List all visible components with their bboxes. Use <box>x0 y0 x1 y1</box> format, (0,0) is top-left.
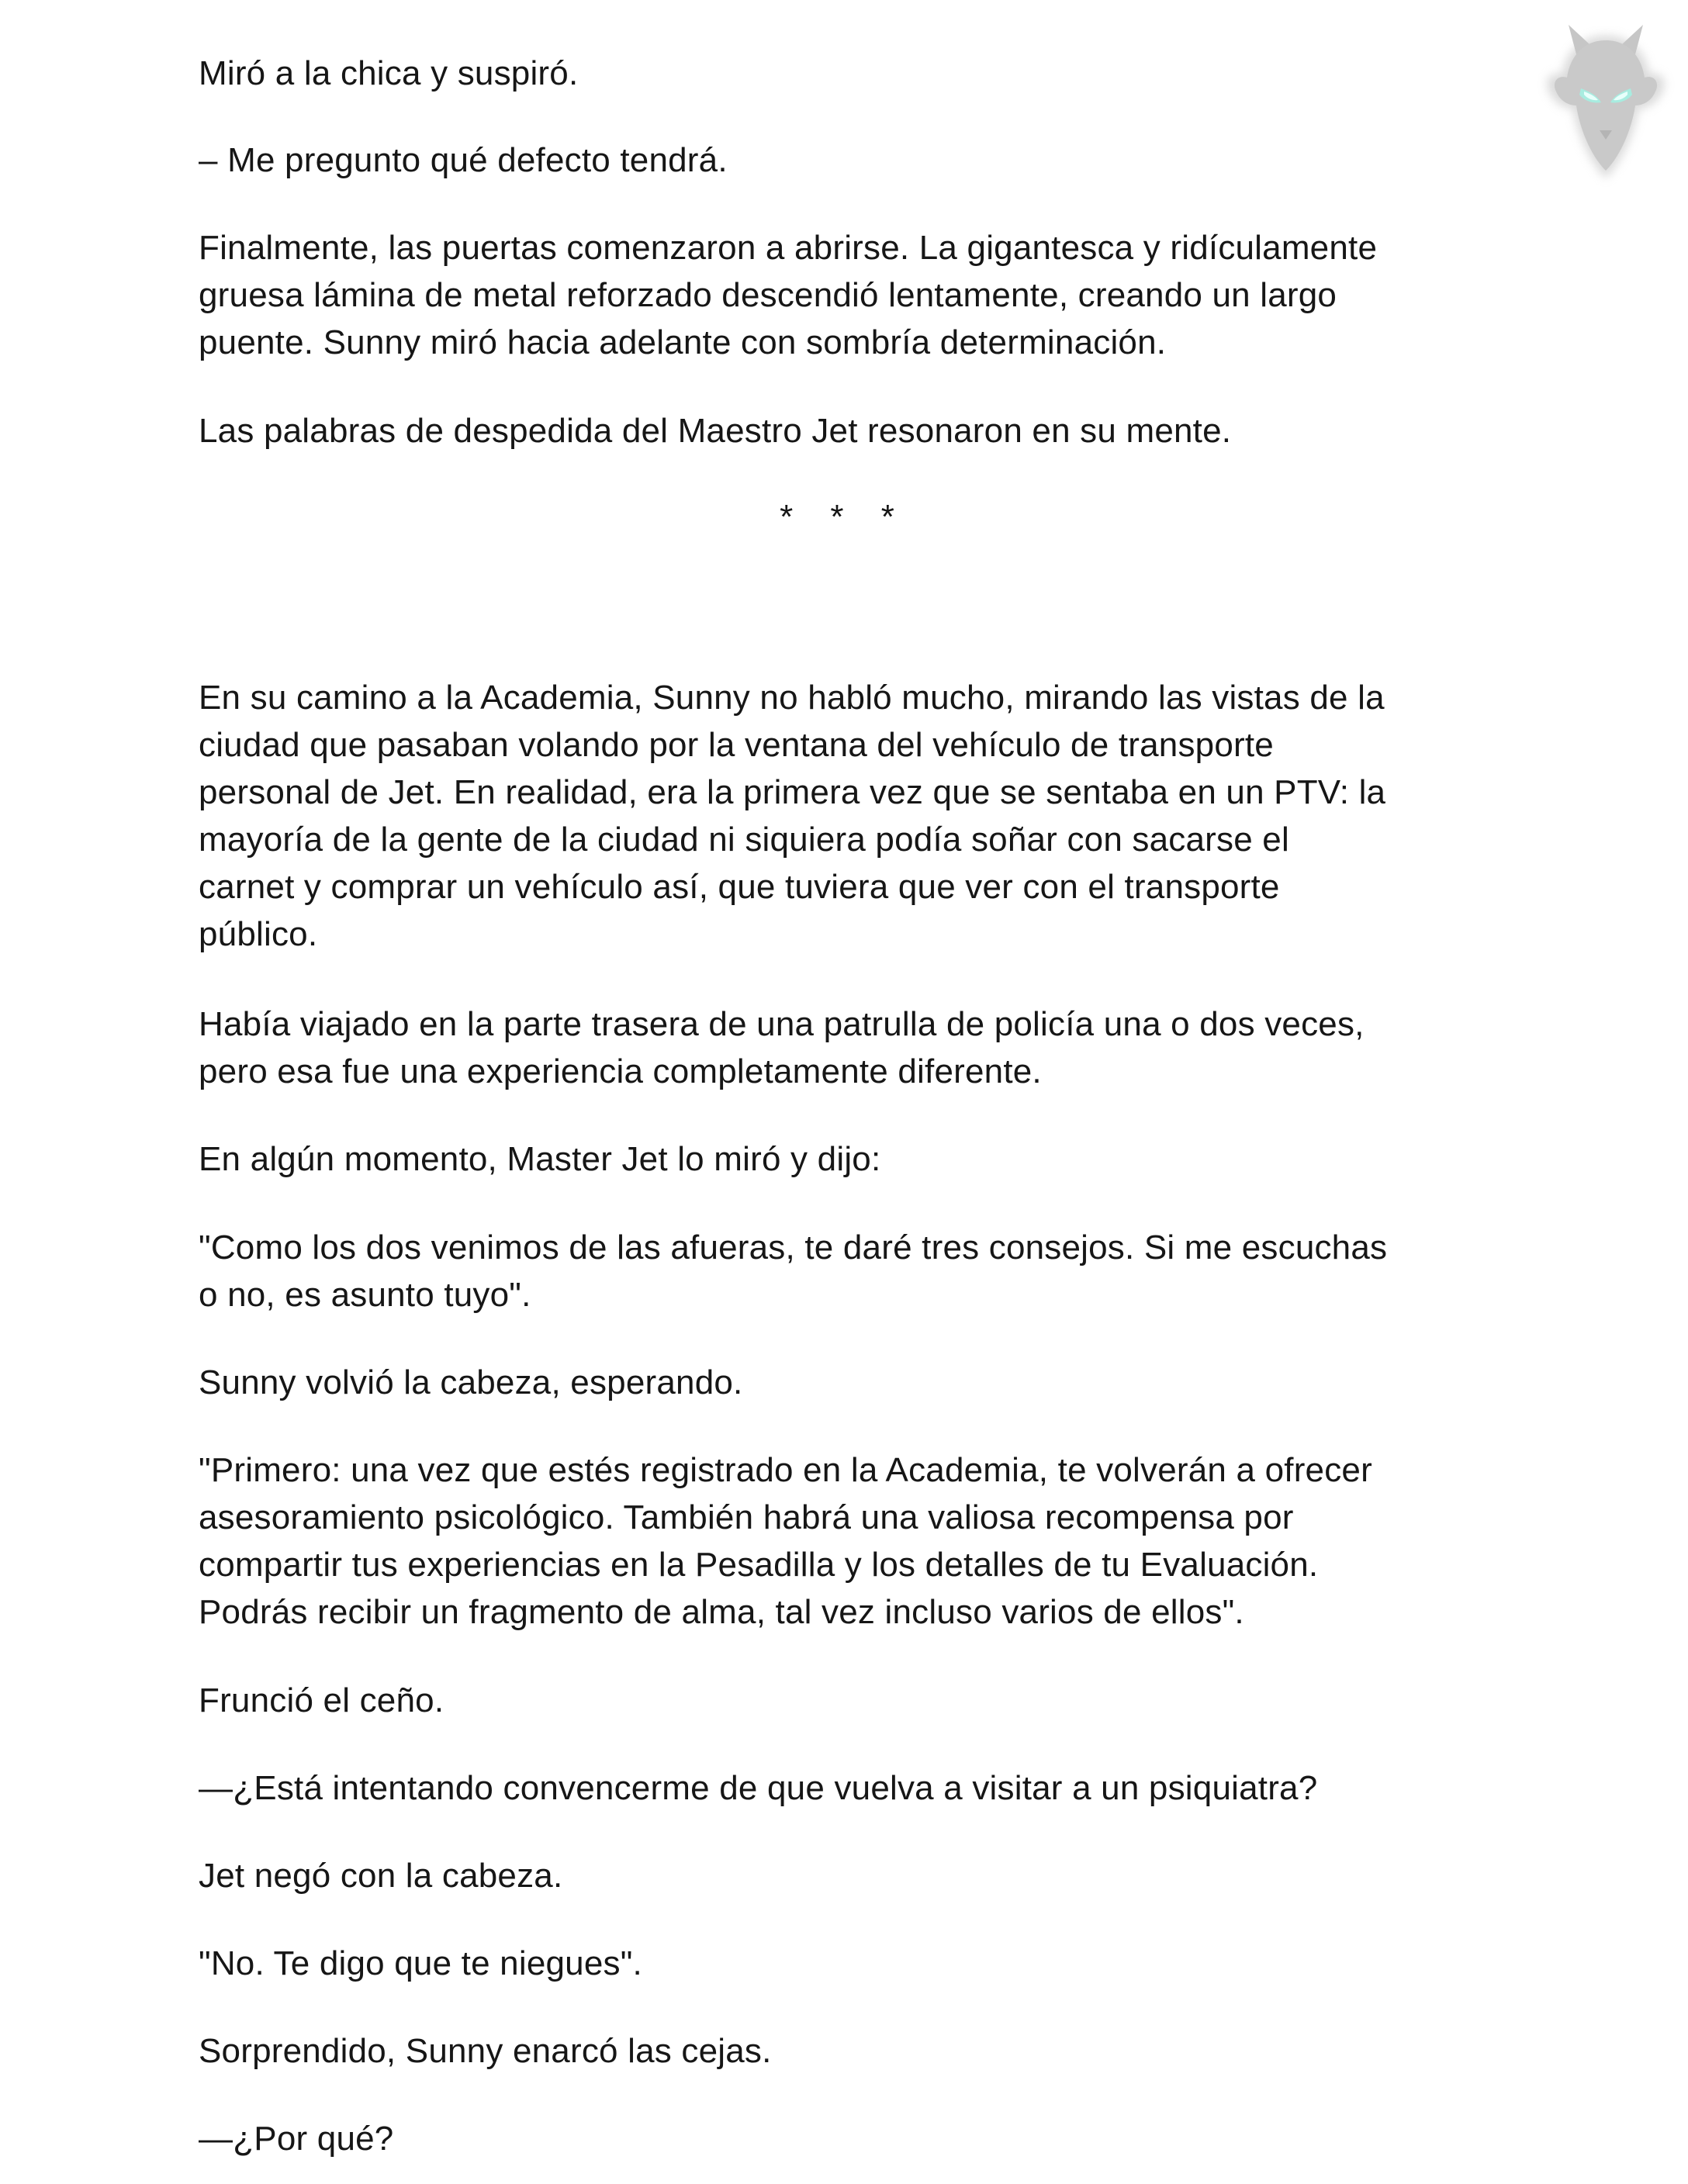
paragraph: Sunny volvió la cabeza, esperando. <box>199 1363 743 1401</box>
paragraph: Frunció el ceño. <box>199 1681 444 1719</box>
paragraph: Las palabras de despedida del Maestro Jet resonaron en su mente. <box>199 412 1232 450</box>
paragraph: En su camino a la Academia, Sunny no habló mucho, mirando las vistas de la ciudad que pasaban volando por la ventana del vehículo de transporte personal de Jet. En realidad, era la primera vez que se sentaba en un PTV: la mayoría de la gente de la ciudad ni siquiera podía soñar con sacarse el carnet y comprar un vehículo así, que tuviera que ver con el transporte público. <box>199 679 1386 953</box>
paragraph: Había viajado en la parte trasera de una patrulla de policía una o dos veces, pero esa fue una experiencia completamente diferente. <box>199 1005 1365 1090</box>
paragraph: "Primero: una vez que estés registrado en la Academia, te volverán a ofrecer asesoramiento psicológico. También habrá una valiosa recompensa por compartir tus experiencias en la Pesadilla y los detalles de tu Evaluación. Podrás recibir un fragmento de alma, tal vez incluso varios de ellos". <box>199 1451 1372 1631</box>
paragraph: – Me pregunto qué defecto tendrá. <box>199 141 728 179</box>
paragraph: "Como los dos venimos de las afueras, te daré tres consejos. Si me escuchas o no, es asunto tuyo". <box>199 1228 1388 1314</box>
paragraph: En algún momento, Master Jet lo miró y dijo: <box>199 1140 881 1178</box>
paragraph: —¿Por qué? <box>199 2120 394 2158</box>
paragraph: Finalmente, las puertas comenzaron a abrirse. La gigantesca y ridículamente gruesa lámina de metal reforzado descendió lentamente, creando un largo puente. Sunny miró hacia adelante con sombría determinación. <box>199 229 1378 361</box>
paragraph: Miró a la chica y suspiró. <box>199 54 579 92</box>
paragraph: Sorprendido, Sunny enarcó las cejas. <box>199 2032 772 2070</box>
section-separator: * * * <box>780 498 908 536</box>
paragraph: Jet negó con la cabeza. <box>199 1857 563 1895</box>
demon-head-icon <box>1528 14 1683 188</box>
paragraph: —¿Está intentando convencerme de que vuelva a visitar a un psiquiatra? <box>199 1769 1318 1807</box>
paragraph: "No. Te digo que te niegues". <box>199 1944 642 1982</box>
